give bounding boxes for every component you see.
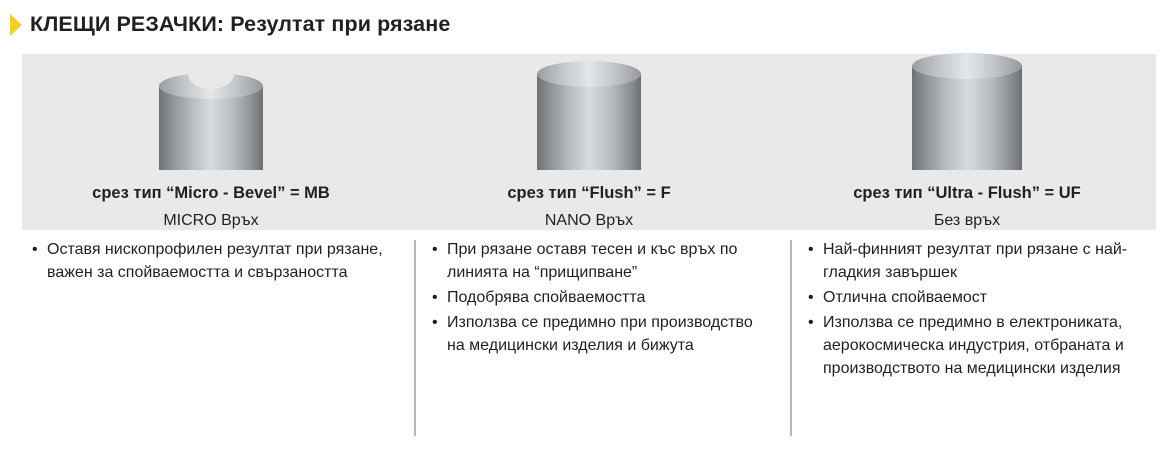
page-header [10, 14, 450, 36]
caption-bold-ultra-flush: срез тип “Ultra - Flush” = UF [853, 184, 1081, 203]
bullet-column-3 [790, 238, 1162, 382]
column-flush [400, 54, 778, 230]
column-ultra-flush [778, 54, 1156, 230]
list-item: • Подобрява спойваемостта [432, 286, 772, 309]
bullet-list-1 [32, 238, 396, 284]
list-item: • Отлична спойваемост [808, 286, 1144, 309]
cylinder-flush-icon [537, 60, 641, 170]
cylinder-micro-bevel-icon [159, 60, 263, 170]
list-item: • Използва се предимно в електрониката, аерокосмическа индустрия, отбраната и производството на медицински изделия [808, 311, 1144, 380]
list-item: • При рязане оставя тесен и къс връх по линията на “прищипване” [432, 238, 772, 284]
list-item: • Използва се предимно при производство на медицински изделия и бижута [432, 311, 772, 357]
caption-bold-flush: срез тип “Flush” = F [507, 184, 671, 203]
bullet-column-2 [414, 238, 790, 382]
bullet-list-3 [808, 238, 1144, 380]
column-micro-bevel [22, 54, 400, 230]
caption-sub-ultra-flush: Без връх [933, 211, 1001, 229]
caption-bold-micro-bevel: срез тип “Micro - Bevel” = MB [92, 184, 330, 203]
list-item: • Най-финният резултат при рязане с най-гладкия завършек [808, 238, 1144, 284]
illustration-columns [22, 54, 1156, 230]
page-title: КЛЕЩИ РЕЗАЧКИ: Резултат при рязане [30, 12, 451, 37]
triangle-arrow-icon [10, 14, 22, 36]
bullet-columns [22, 238, 1162, 382]
bullet-list-2 [432, 238, 772, 357]
bullet-column-1 [22, 238, 414, 382]
caption-sub-micro-bevel: MICRO Връх [163, 211, 259, 229]
list-item: • Оставя нископрофилен резултат при рязане, важен за спойваемостта и свързаността [32, 238, 396, 284]
caption-sub-flush: NANO Връх [544, 211, 634, 229]
cylinder-ultra-flush-icon [912, 60, 1022, 170]
